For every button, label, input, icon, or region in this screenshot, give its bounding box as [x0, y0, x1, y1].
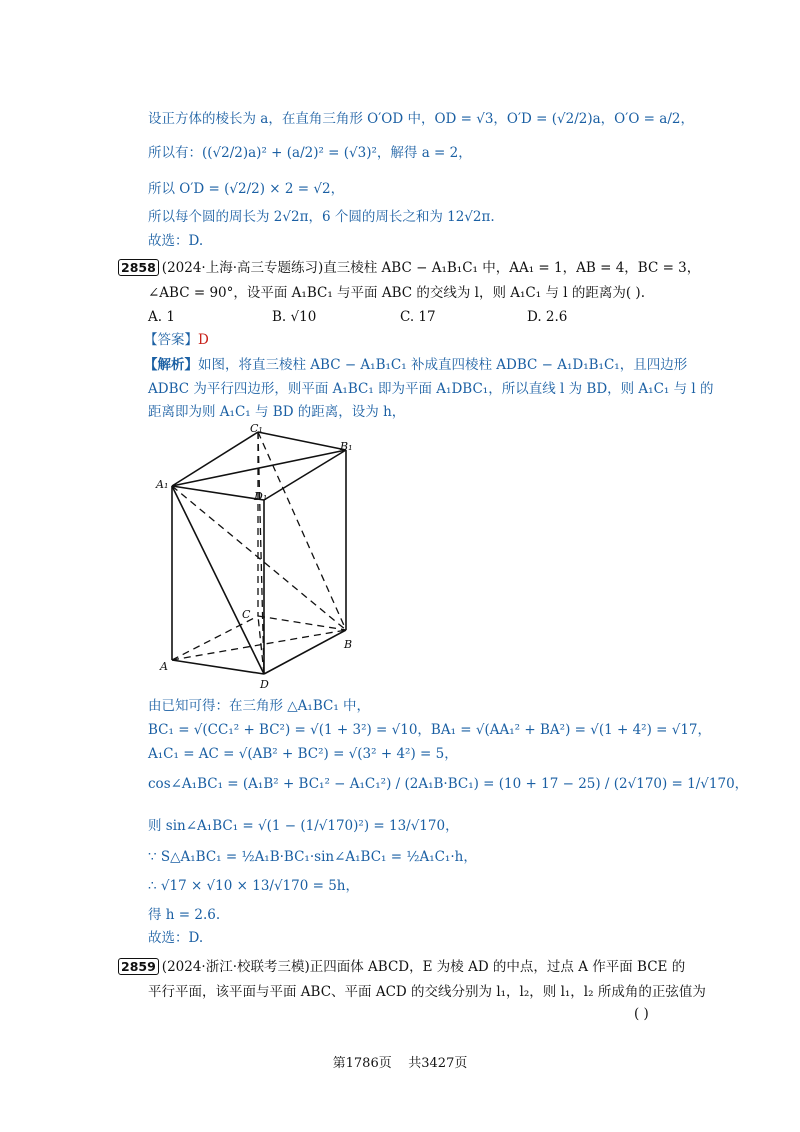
- option-c: C. 17: [400, 309, 436, 325]
- prev-solution-line-2: 所以有：((√2/2)a)² + (a/2)² = (√3)²，解得 a = 2，: [148, 145, 472, 161]
- answer-value: D: [198, 332, 209, 348]
- problem-2858-stem-2: ∠ABC = 90°，设平面 A₁BC₁ 与平面 ABC 的交线为 l，则 A₁C₁ 与 l 的距离为( ).: [148, 285, 645, 301]
- work-line-3: A₁C₁ = AC = √(AB² + BC²) = √(3² + 4²) = 5，: [148, 746, 458, 762]
- label-c1: C₁: [250, 422, 263, 435]
- analysis-line-1: [144, 356, 687, 374]
- work-line-9: 故选：D.: [148, 930, 204, 946]
- problem-2859-stem-1: [118, 958, 685, 976]
- work-line-5: 则 sin∠A₁BC₁ = √(1 − (1/√170)²) = 13/√170，: [148, 818, 459, 834]
- page-number: 第1786页: [332, 1056, 392, 1071]
- work-line-1: 由已知可得：在三角形 △A₁BC₁ 中，: [148, 698, 371, 714]
- analysis-line-2: ADBC 为平行四边形，则平面 A₁BC₁ 即为平面 A₁DBC₁，所以直线 l 为 BD，则 A₁C₁ 与 l 的: [148, 381, 714, 397]
- analysis-text-1: 如图，将直三棱柱 ABC − A₁B₁C₁ 补成直四棱柱 ADBC − A₁D₁B₁C₁，且四边形: [198, 357, 688, 373]
- analysis-label: 【解析】: [144, 357, 198, 373]
- problem-2858-stem-1: [118, 259, 700, 277]
- label-d: D: [260, 678, 269, 691]
- prism-hidden-edges: [172, 432, 346, 674]
- work-line-7: ∴ √17 × √10 × 13/√170 = 5h，: [148, 878, 360, 894]
- page-total: 共3427页: [408, 1056, 468, 1071]
- answer-label: 【答案】: [144, 332, 198, 348]
- prev-solution-line-4: 所以每个圆的周长为 2√2π，6 个圆的周长之和为 12√2π.: [148, 209, 495, 225]
- answer-paren: ( ): [634, 1006, 649, 1022]
- problem-stem-text: (2024·上海·高三专题练习)直三棱柱 ABC − A₁B₁C₁ 中，AA₁ = 1，AB = 4，BC = 3，: [161, 260, 701, 276]
- prism-figure: [150, 420, 370, 695]
- label-d1: D₁: [254, 490, 268, 503]
- prev-solution-line-1: 设正方体的棱长为 a，在直角三角形 O′OD 中，OD = √3，O′D = (√2/2)a，O′O = a/2，: [148, 111, 694, 127]
- label-c: C: [242, 608, 251, 621]
- prev-solution-line-5: 故选：D.: [148, 233, 204, 249]
- problem-number: 2859: [118, 958, 159, 975]
- problem-number: 2858: [118, 259, 159, 276]
- problem-stem-text: (2024·浙江·校联考三模)正四面体 ABCD，E 为棱 AD 的中点，过点 A 作平面 BCE 的: [161, 959, 686, 975]
- label-a: A: [160, 660, 168, 673]
- answer-row: [144, 331, 209, 349]
- prev-solution-line-3: 所以 O′D = (√2/2) × 2 = √2，: [148, 181, 345, 197]
- work-line-4: cos∠A₁BC₁ = (A₁B² + BC₁² − A₁C₁²) / (2A₁B·BC₁) = (10 + 17 − 25) / (2√170) = 1/√170，: [148, 776, 749, 792]
- problem-2859-stem-2: 平行平面，该平面与平面 ABC、平面 ACD 的交线分别为 l₁，l₂，则 l₁，l₂ 所成角的正弦值为: [148, 984, 706, 1000]
- page-footer: [0, 1052, 800, 1071]
- label-b: B: [344, 638, 353, 651]
- work-line-6: ∵ S△A₁BC₁ = ½A₁B·BC₁·sin∠A₁BC₁ = ½A₁C₁·h，: [148, 849, 477, 865]
- work-line-2: BC₁ = √(CC₁² + BC²) = √(1 + 3²) = √10，BA₁ = √(AA₁² + BA²) = √(1 + 4²) = √17，: [148, 722, 712, 738]
- label-a1: A₁: [156, 478, 169, 491]
- option-a: A. 1: [148, 309, 175, 325]
- option-d: D. 2.6: [527, 309, 568, 325]
- option-b: B. √10: [272, 309, 317, 325]
- work-line-8: 得 h = 2.6.: [148, 907, 221, 923]
- label-b1: B₁: [340, 440, 353, 453]
- analysis-line-3: 距离即为则 A₁C₁ 与 BD 的距离，设为 h，: [148, 404, 406, 420]
